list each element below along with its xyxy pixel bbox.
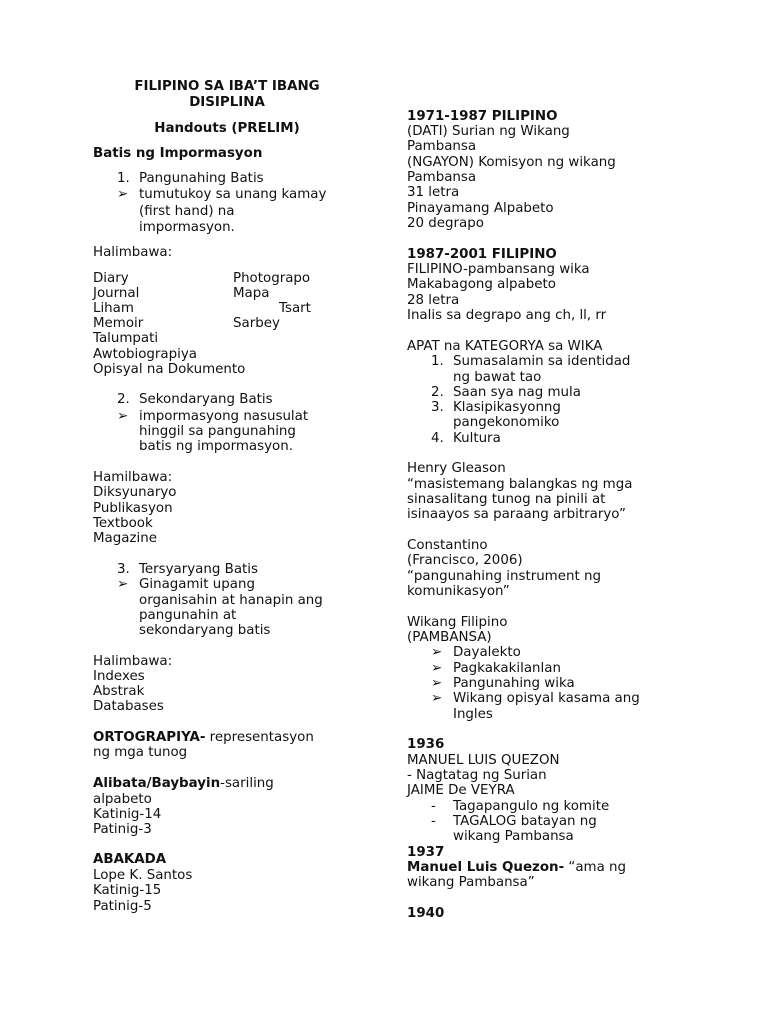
gleason-quote: isinaayos sa paraang arbitraryo” xyxy=(407,507,626,522)
list-item-continued: Ingles xyxy=(453,707,493,722)
example-item: Magazine xyxy=(93,531,157,546)
alibata-line: Patinig-3 xyxy=(93,822,152,837)
item-3-desc: Ginagamit upang xyxy=(139,577,255,592)
item-3-desc: organisahin at hanapin ang xyxy=(139,593,323,608)
text-line: Pambansa xyxy=(407,170,477,185)
constantino-name: Constantino xyxy=(407,538,488,553)
example-item: Photograpo xyxy=(233,271,311,286)
arrow-icon: ➢ xyxy=(431,676,443,691)
alibata-term: Alibata/Baybayin xyxy=(93,776,221,791)
text-line: Pinayamang Alpabeto xyxy=(407,201,554,216)
item-2-desc: batis ng impormasyon. xyxy=(139,439,293,454)
example-item: Abstrak xyxy=(93,684,145,699)
ama-text: “ama ng xyxy=(564,860,627,875)
gleason-quote: “masistemang balangkas ng mga xyxy=(407,477,633,492)
list-number: 4. xyxy=(431,431,444,446)
apat-heading: APAT na KATEGORYA sa WIKA xyxy=(407,339,603,354)
example-item: Talumpati xyxy=(93,331,159,346)
example-item: Diksyunaryo xyxy=(93,485,177,500)
subtitle: Handouts (PRELIM) xyxy=(154,121,300,136)
list-number: 1. xyxy=(431,354,444,369)
arrow-icon: ➢ xyxy=(117,187,129,202)
title-line-1: FILIPINO SA IBA’T IBANG xyxy=(134,79,320,94)
item-1-desc: impormasyon. xyxy=(139,220,235,235)
list-item-continued: wikang Pambansa xyxy=(453,829,574,844)
item-2-label: Sekondaryang Batis xyxy=(139,392,273,407)
item-3-label: Tersyaryang Batis xyxy=(139,562,258,577)
list-item: Saan sya nag mula xyxy=(453,385,581,400)
item-1-desc: (first hand) na xyxy=(139,204,235,219)
ama-line-2: wikang Pambansa” xyxy=(407,875,535,890)
example-item: Diary xyxy=(93,271,129,286)
quezon-desc: - Nagtatag ng Surian xyxy=(407,768,547,783)
dash-bullet: - xyxy=(431,814,436,829)
text-line: (DATI) Surian ng Wikang xyxy=(407,124,570,139)
halimbawa-label: Hamilbawa: xyxy=(93,470,173,485)
arrow-icon: ➢ xyxy=(431,645,443,660)
ama-ng-wika xyxy=(407,860,626,875)
dash-bullet: - xyxy=(431,799,436,814)
list-item: Dayalekto xyxy=(453,645,521,660)
year-1936: 1936 xyxy=(407,737,445,752)
list-item: Klasipikasyonng xyxy=(453,400,561,415)
wikang-subheading: (PAMBANSA) xyxy=(407,630,492,645)
example-item: Textbook xyxy=(93,516,153,531)
text-line: Inalis sa degrapo ang ch, ll, rr xyxy=(407,308,607,323)
list-item: ng bawat tao xyxy=(453,370,542,385)
list-item: pangekonomiko xyxy=(453,415,560,430)
item-3-desc: sekondaryang batis xyxy=(139,623,271,638)
abakada-line: Katinig-15 xyxy=(93,883,162,898)
arrow-icon: ➢ xyxy=(431,691,443,706)
text-line: Pambansa xyxy=(407,139,477,154)
year-1937: 1937 xyxy=(407,845,445,860)
alibata-line: Katinig-14 xyxy=(93,807,162,822)
list-item: Pangunahing wika xyxy=(453,676,575,691)
example-item: Sarbey xyxy=(233,316,280,331)
alibata-line: alpabeto xyxy=(93,792,152,807)
example-item: Publikasyon xyxy=(93,501,173,516)
item-1-number: 1. xyxy=(117,171,130,186)
example-item: Databases xyxy=(93,699,164,714)
list-item: Pagkakakilanlan xyxy=(453,661,561,676)
example-item: Liham xyxy=(93,301,134,316)
item-1-desc: tumutukoy sa unang kamay xyxy=(139,187,327,202)
example-item: Opisyal na Dokumento xyxy=(93,362,246,377)
text-line: FILIPINO-pambansang wika xyxy=(407,262,590,277)
year-1940: 1940 xyxy=(407,906,445,921)
example-item: Mapa xyxy=(233,286,270,301)
abakada-line: Patinig-5 xyxy=(93,899,152,914)
ortograpiya-definition xyxy=(93,730,314,745)
item-3-number: 3. xyxy=(117,562,130,577)
veyra-name: JAIME De VEYRA xyxy=(407,783,515,798)
text-line: 20 degrapo xyxy=(407,216,484,231)
heading-batis: Batis ng Impormasyon xyxy=(93,146,263,161)
gleason-name: Henry Gleason xyxy=(407,461,506,476)
list-number: 3. xyxy=(431,400,444,415)
arrow-icon: ➢ xyxy=(117,409,129,424)
abakada-heading: ABAKADA xyxy=(93,852,167,867)
title-line-2: DISIPLINA xyxy=(189,95,265,110)
constantino-line: komunikasyon” xyxy=(407,584,510,599)
constantino-line: “pangunahing instrument ng xyxy=(407,569,601,584)
item-2-desc: impormasyong nasusulat xyxy=(139,409,309,424)
list-item: Tagapangulo ng komite xyxy=(453,799,610,814)
list-item: Sumasalamin sa identidad xyxy=(453,354,631,369)
halimbawa-label: Halimbawa: xyxy=(93,245,173,260)
arrow-icon: ➢ xyxy=(431,661,443,676)
wikang-heading: Wikang Filipino xyxy=(407,615,508,630)
text-line: Makabagong alpabeto xyxy=(407,277,556,292)
ortograpiya-text: representasyon xyxy=(205,730,314,745)
ortograpiya-term: ORTOGRAPIYA- xyxy=(93,730,206,745)
example-item: Awtobiograpiya xyxy=(93,347,197,362)
heading-1987: 1987-2001 FILIPINO xyxy=(407,247,557,262)
ama-term: Manuel Luis Quezon- xyxy=(407,860,565,875)
example-item: Indexes xyxy=(93,669,145,684)
arrow-icon: ➢ xyxy=(117,577,129,592)
text-line: (NGAYON) Komisyon ng wikang xyxy=(407,155,616,170)
quezon-name: MANUEL LUIS QUEZON xyxy=(407,753,560,768)
halimbawa-label: Halimbawa: xyxy=(93,654,173,669)
item-3-desc: pangunahin at xyxy=(139,608,237,623)
gleason-quote: sinasalitang tunog na pinili at xyxy=(407,492,606,507)
ortograpiya-line-2: ng mga tunog xyxy=(93,745,188,760)
constantino-line: (Francisco, 2006) xyxy=(407,553,523,568)
heading-1971: 1971-1987 PILIPINO xyxy=(407,109,558,124)
text-line: 31 letra xyxy=(407,185,460,200)
list-item: Kultura xyxy=(453,431,501,446)
item-2-desc: hinggil sa pangunahing xyxy=(139,424,296,439)
list-number: 2. xyxy=(431,385,444,400)
list-item: TAGALOG batayan ng xyxy=(453,814,597,829)
text-line: 28 letra xyxy=(407,293,460,308)
example-item: Journal xyxy=(93,286,140,301)
abakada-line: Lope K. Santos xyxy=(93,868,193,883)
alibata-text: -sariling xyxy=(220,776,274,791)
example-item: Tsart xyxy=(279,301,311,316)
item-2-number: 2. xyxy=(117,392,130,407)
alibata-definition xyxy=(93,776,274,791)
item-1-label: Pangunahing Batis xyxy=(139,171,264,186)
example-item: Memoir xyxy=(93,316,144,331)
list-item: Wikang opisyal kasama ang xyxy=(453,691,640,706)
